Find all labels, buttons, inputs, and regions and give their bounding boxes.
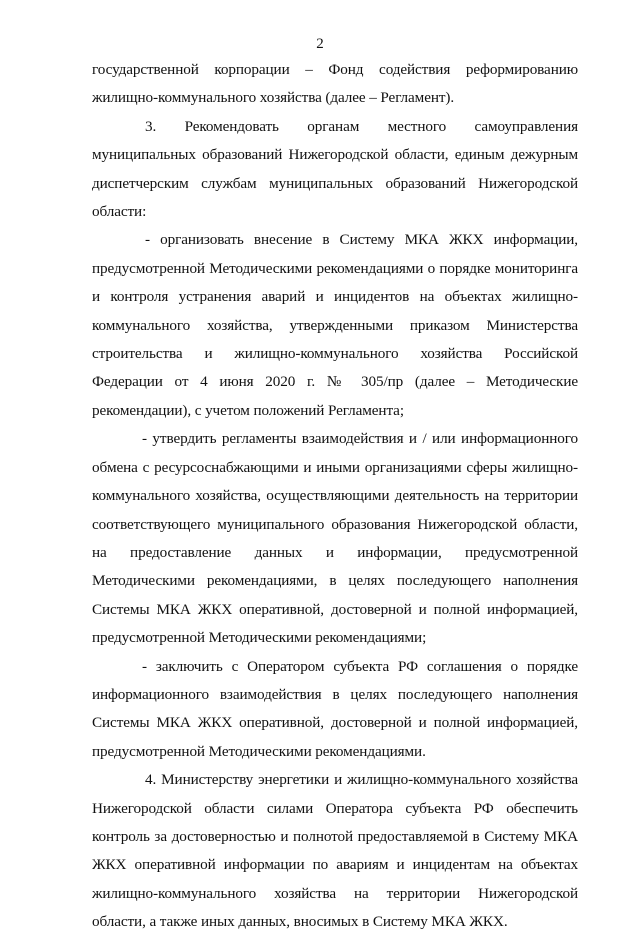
document-body [92, 56, 578, 937]
paragraph-item-3: 3. Рекомендовать органам местного самоуправления муниципальных образований Нижегородской области, единым дежурным диспетчерским службам муниципальных образований Нижегородской области: [92, 117, 578, 221]
paragraph-item-3-approve: - утвердить регламенты взаимодействия и / или информационного обмена с ресурсоснабжающими и иными организациями сферы жилищно-коммунального хозяйства, осуществляющими деятельность на территории соответствующего муниципального образования Нижегородской области, на предоставление данных и информации, предусмотренной Методическими рекомендациями, в целях последующего наполнения Системы МКА ЖКХ оперативной, достоверной и полной информацией, предусмотренной Методическими рекомендациями; [92, 430, 578, 647]
paragraph-regulation-continuation: государственной корпорации – Фонд содействия реформированию жилищно-коммунального хозяйства (далее – Регламент). [92, 61, 578, 107]
page-number: 2 [316, 36, 324, 52]
paragraph-item-3-organize: - организовать внесение в Систему МКА ЖКХ информации, предусмотренной Методическими рекомендациями о порядке мониторинга и контроля устранения аварий и инцидентов на объектах жилищно-коммунального хозяйства, утвержденными приказом Министерства строительства и жилищно-коммунального хозяйства Российской Федерации от 4 июня 2020 г. № 305/пр (далее – Методические рекомендации), с учетом положений Регламента; [92, 231, 578, 419]
paragraph-item-4: 4. Министерству энергетики и жилищно-коммунального хозяйства Нижегородской области силами Оператора субъекта РФ обеспечить контроль за достоверностью и полнотой предоставляемой в Систему МКА ЖКХ оперативной информации по авариям и инцидентам на объектах жилищно-коммунального хозяйства на территории Нижегородской области, а также иных данных, вносимых в Систему МКА ЖКХ. [92, 771, 578, 931]
paragraph-item-3-conclude: - заключить с Оператором субъекта РФ соглашения о порядке информационного взаимодействия в целях последующего наполнения Системы МКА ЖКХ оперативной, достоверной и полной информацией, предусмотренной Методическими рекомендациями. [92, 657, 578, 760]
